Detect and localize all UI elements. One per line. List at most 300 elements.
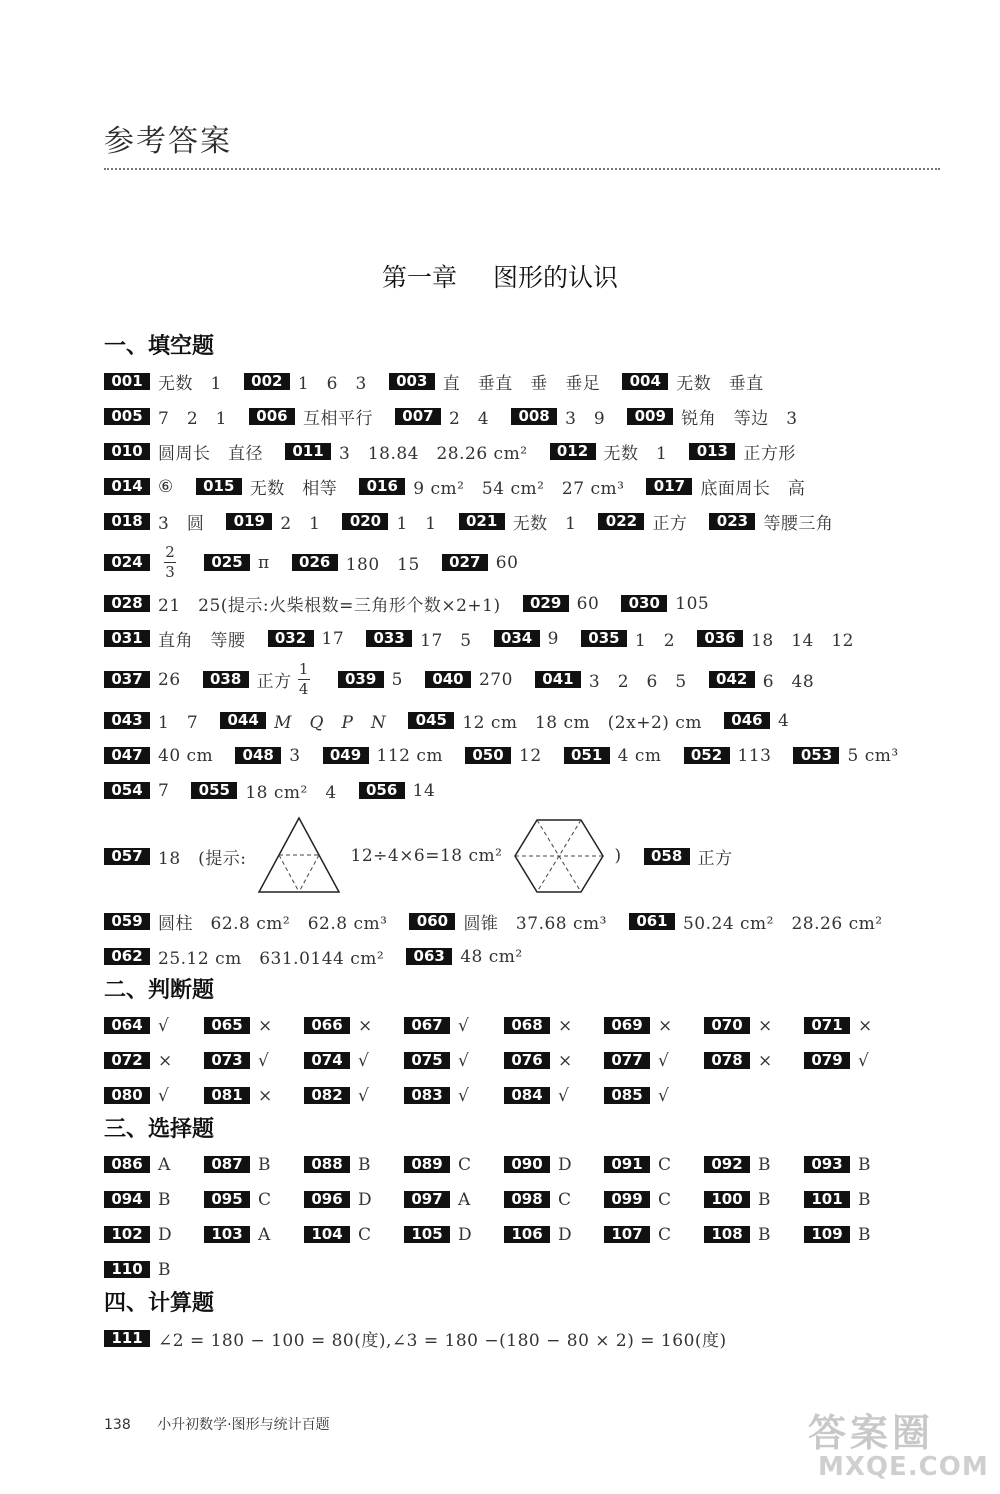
- answer-item: [704, 1016, 804, 1036]
- answer-row: [104, 1321, 940, 1356]
- answer-value: √: [458, 1015, 470, 1036]
- question-number: 110: [104, 1261, 150, 1278]
- answer-item: 017 底面周长 高: [646, 474, 805, 499]
- answer-value: D: [458, 1224, 473, 1245]
- question-number: 015: [196, 478, 242, 495]
- answer-item: 041 3 2 6 5: [535, 667, 687, 692]
- answer-item: 026 180 15: [292, 550, 420, 575]
- answer-item: 049 112 cm: [323, 746, 444, 766]
- answer-value: √: [358, 1050, 370, 1071]
- question-number: 009: [627, 408, 673, 425]
- answer-row: [104, 1147, 940, 1182]
- answer-value: C: [258, 1189, 272, 1210]
- answer-item: [404, 1016, 504, 1036]
- question-number: 069: [604, 1017, 650, 1034]
- answer-item: 007 2 4: [395, 404, 489, 429]
- question-number: 017: [646, 478, 692, 495]
- answer-row: [104, 434, 940, 469]
- answer-item: [104, 544, 182, 581]
- answer-item: 021 无数 1: [459, 509, 577, 534]
- question-number: 057: [104, 848, 150, 865]
- question-number: 087: [204, 1156, 250, 1173]
- answer-value: √: [658, 1085, 670, 1106]
- fraction: $\frac{2}{3}$: [165, 543, 175, 581]
- answer-item: 043 1 7: [104, 708, 198, 733]
- question-number: 076: [504, 1052, 550, 1069]
- answer-item: 036 18 14 12: [697, 626, 854, 651]
- section-calc-title: 四、计算题: [104, 1291, 215, 1316]
- section-fill-title: 一、填空题: [104, 334, 215, 359]
- answer-value: √: [458, 1050, 470, 1071]
- question-number: 035: [581, 630, 627, 647]
- answer-item: 005 7 2 1: [104, 404, 227, 429]
- answer-item: [504, 1190, 604, 1210]
- question-number: 052: [684, 747, 730, 764]
- answer-item: 014 ⑥: [104, 477, 174, 497]
- answer-item: 038 正方 $\frac{1}{4}$: [203, 661, 316, 698]
- answer-row: [104, 1217, 940, 1252]
- question-number: 104: [304, 1226, 350, 1243]
- answer-row: [104, 939, 940, 974]
- question-number: 095: [204, 1191, 250, 1208]
- answer-item: 058 正方: [644, 844, 733, 869]
- answer-item: [504, 1225, 604, 1245]
- question-number: 027: [442, 554, 488, 571]
- answer-item: 011 3 18.84 28.26 cm²: [285, 439, 528, 464]
- answer-item: [804, 1016, 904, 1036]
- answer-row: [104, 808, 940, 904]
- question-number: 008: [511, 408, 557, 425]
- answer-row: [104, 1078, 940, 1113]
- chapter-title: [0, 258, 1000, 294]
- question-number: 088: [304, 1156, 350, 1173]
- question-number: 093: [804, 1156, 850, 1173]
- answer-value: B: [758, 1189, 771, 1210]
- answer-item: [204, 1155, 304, 1175]
- answer-item: 040 270: [425, 670, 513, 690]
- answer-item: [704, 1051, 804, 1071]
- question-number: 023: [709, 513, 755, 530]
- question-number: 080: [104, 1087, 150, 1104]
- page-footer: [104, 1414, 330, 1434]
- answer-value: √: [358, 1085, 370, 1106]
- question-number: 053: [793, 747, 839, 764]
- answer-value: D: [558, 1224, 573, 1245]
- question-number: 026: [292, 554, 338, 571]
- answer-item: [304, 1155, 404, 1175]
- page-number: 138: [104, 1417, 131, 1433]
- question-number: 046: [724, 712, 770, 729]
- answer-item: [804, 1190, 904, 1210]
- answer-item: 030 105: [621, 594, 709, 614]
- answer-value: ×: [758, 1015, 773, 1036]
- answer-item: 060 圆锥 37.68 cm³: [409, 909, 607, 934]
- judge-answer-grid: [104, 1008, 940, 1113]
- answer-item: 004 无数 垂直: [622, 369, 764, 394]
- answer-value: B: [858, 1224, 871, 1245]
- chapter-name: 图形的认识: [492, 263, 618, 292]
- answer-item: 019 2 1: [226, 509, 320, 534]
- answer-item: 050 12: [465, 746, 542, 766]
- answer-value: √: [858, 1050, 870, 1071]
- answer-item: [704, 1155, 804, 1175]
- question-number: 089: [404, 1156, 450, 1173]
- answer-row: [104, 703, 940, 738]
- question-number: 096: [304, 1191, 350, 1208]
- answer-row: [104, 469, 940, 504]
- answer-item: 028 21 25(提示:火柴根数=三角形个数×2+1): [104, 591, 501, 616]
- fraction: $\frac{1}{4}$: [298, 660, 309, 698]
- question-number: 074: [304, 1052, 350, 1069]
- answer-item: [104, 1155, 204, 1175]
- question-number: 018: [104, 513, 150, 530]
- question-number: 103: [204, 1226, 250, 1243]
- question-number: 010: [104, 443, 150, 460]
- question-number: 024: [104, 554, 150, 571]
- question-number: 073: [204, 1052, 250, 1069]
- question-number: 111: [104, 1330, 150, 1347]
- answer-item: 010 圆周长 直径: [104, 439, 263, 464]
- question-number: 022: [598, 513, 644, 530]
- answer-item: 055 18 cm² 4: [191, 778, 336, 803]
- question-number: 003: [389, 373, 435, 390]
- question-number: 001: [104, 373, 150, 390]
- answer-value: ×: [758, 1050, 773, 1071]
- question-number: 063: [406, 948, 452, 965]
- question-number: 049: [323, 747, 369, 764]
- triangle-figure: [257, 816, 341, 896]
- answer-item: 059 圆柱 62.8 cm² 62.8 cm³: [104, 909, 387, 934]
- question-number: 041: [535, 671, 581, 688]
- answer-value: ×: [358, 1015, 373, 1036]
- answer-item: 006 互相平行: [249, 404, 373, 429]
- question-number: 109: [804, 1226, 850, 1243]
- question-number: 002: [244, 373, 290, 390]
- question-number: 060: [409, 913, 455, 930]
- question-number: 066: [304, 1017, 350, 1034]
- answer-item: 062 25.12 cm 631.0144 cm²: [104, 944, 384, 969]
- answer-item: 034 9: [494, 629, 559, 649]
- answer-item: [404, 1051, 504, 1071]
- answer-row: [104, 364, 940, 399]
- question-number: 021: [459, 513, 505, 530]
- question-number: 062: [104, 948, 150, 965]
- question-number: 090: [504, 1156, 550, 1173]
- answer-value: C: [658, 1224, 672, 1245]
- hexagon-figure: [513, 818, 605, 894]
- answer-value: √: [258, 1050, 270, 1071]
- question-number: 106: [504, 1226, 550, 1243]
- answer-row: [104, 504, 940, 539]
- choice-answer-grid: [104, 1147, 940, 1287]
- answer-item: [504, 1155, 604, 1175]
- question-number: 072: [104, 1052, 150, 1069]
- question-number: 044: [220, 712, 266, 729]
- answer-item: [204, 1016, 304, 1036]
- question-number: 005: [104, 408, 150, 425]
- question-number: 043: [104, 712, 150, 729]
- answer-item: 029 60: [523, 594, 600, 614]
- question-number: 011: [285, 443, 331, 460]
- answer-row: [104, 904, 940, 939]
- watermark-url: MXQE.COM: [818, 1452, 989, 1482]
- answer-value: B: [758, 1224, 771, 1245]
- question-number: 081: [204, 1087, 250, 1104]
- answer-item: 048 3: [235, 746, 300, 766]
- book-title: 小升初数学·图形与统计百题: [157, 1417, 330, 1433]
- answer-value: ×: [558, 1015, 573, 1036]
- answer-item: [204, 1051, 304, 1071]
- answer-item: [404, 1225, 504, 1245]
- answer-row: [104, 773, 940, 808]
- question-number: 045: [408, 712, 454, 729]
- question-number: 075: [404, 1052, 450, 1069]
- question-number: 067: [404, 1017, 450, 1034]
- answer-row: [104, 738, 940, 773]
- question-number: 108: [704, 1226, 750, 1243]
- question-number: 036: [697, 630, 743, 647]
- dotted-divider: [104, 168, 940, 170]
- answer-item: 025 π: [204, 553, 270, 573]
- question-number: 098: [504, 1191, 550, 1208]
- answer-item: 018 3 圆: [104, 509, 204, 534]
- answer-item: 039 5: [338, 670, 403, 690]
- section-choice-title: 三、选择题: [104, 1117, 215, 1142]
- question-number: 004: [622, 373, 668, 390]
- answer-item: 015 无数 相等: [196, 474, 338, 499]
- question-number: 100: [704, 1191, 750, 1208]
- question-number: 079: [804, 1052, 850, 1069]
- answer-item: 031 直角 等腰: [104, 626, 246, 651]
- answer-item: [104, 1260, 204, 1280]
- answer-item: 023 等腰三角: [709, 509, 833, 534]
- answer-item: [304, 1190, 404, 1210]
- question-number: 014: [104, 478, 150, 495]
- answer-item: 061 50.24 cm² 28.26 cm²: [629, 909, 883, 934]
- question-number: 094: [104, 1191, 150, 1208]
- answer-item: [504, 1016, 604, 1036]
- answer-row: [104, 399, 940, 434]
- answer-item: [604, 1190, 704, 1210]
- question-number: 084: [504, 1087, 550, 1104]
- answer-value: ×: [658, 1015, 673, 1036]
- answer-item: 056 14: [359, 781, 436, 801]
- question-number: 047: [104, 747, 150, 764]
- answer-item: 037 26: [104, 670, 181, 690]
- answer-item: [304, 1225, 404, 1245]
- answer-value: B: [758, 1154, 771, 1175]
- answer-row: [104, 539, 940, 586]
- question-number: 055: [191, 782, 237, 799]
- answer-row: [104, 656, 940, 703]
- section-judge-title: 二、判断题: [104, 978, 215, 1003]
- answer-row: [104, 1182, 940, 1217]
- question-number: 077: [604, 1052, 650, 1069]
- question-number: 029: [523, 595, 569, 612]
- answer-item: 027 60: [442, 553, 519, 573]
- question-number: 040: [425, 671, 471, 688]
- answer-item: [304, 1016, 404, 1036]
- answer-value: ×: [258, 1085, 273, 1106]
- question-number: 064: [104, 1017, 150, 1034]
- answer-item: 016 9 cm² 54 cm² 27 cm³: [359, 474, 624, 499]
- answer-value: √: [458, 1085, 470, 1106]
- answer-item: [704, 1190, 804, 1210]
- answer-value: B: [158, 1189, 171, 1210]
- answer-item: [104, 1051, 204, 1071]
- answer-item: [104, 1225, 204, 1245]
- question-number: 099: [604, 1191, 650, 1208]
- answer-item: 057 18 (提示: 12÷4×6=18 cm² ): [104, 816, 622, 896]
- question-number: 078: [704, 1052, 750, 1069]
- answer-item: [104, 1016, 204, 1036]
- question-number: 025: [204, 554, 250, 571]
- question-number: 085: [604, 1087, 650, 1104]
- answer-item: [604, 1155, 704, 1175]
- question-number: 068: [504, 1017, 550, 1034]
- question-number: 013: [689, 443, 735, 460]
- question-number: 048: [235, 747, 281, 764]
- question-number: 056: [359, 782, 405, 799]
- answer-item: [804, 1155, 904, 1175]
- question-number: 051: [564, 747, 610, 764]
- answer-item: 020 1 1: [342, 509, 436, 534]
- answer-item: [204, 1225, 304, 1245]
- answer-value: B: [858, 1189, 871, 1210]
- answer-value: A: [158, 1154, 171, 1175]
- answer-item: 045 12 cm 18 cm (2x+2) cm: [408, 708, 702, 733]
- answer-item: 012 无数 1: [550, 439, 668, 464]
- answer-value: D: [558, 1154, 573, 1175]
- answer-content: [104, 330, 940, 1356]
- answer-item: [504, 1086, 604, 1106]
- answer-value: √: [658, 1050, 670, 1071]
- question-number: 031: [104, 630, 150, 647]
- answer-value: √: [158, 1015, 170, 1036]
- answer-item: [404, 1086, 504, 1106]
- question-number: 037: [104, 671, 150, 688]
- answer-row: [104, 1043, 940, 1078]
- question-number: 082: [304, 1087, 350, 1104]
- answer-row: [104, 1252, 940, 1287]
- answer-item: 002 1 6 3: [244, 369, 367, 394]
- question-number: 091: [604, 1156, 650, 1173]
- answer-value: C: [358, 1224, 372, 1245]
- answer-value: C: [558, 1189, 572, 1210]
- answer-value: B: [358, 1154, 371, 1175]
- answer-item: 001 无数 1: [104, 369, 222, 394]
- question-number: 105: [404, 1226, 450, 1243]
- answer-item: 052 113: [684, 746, 772, 766]
- answer-row: [104, 586, 940, 621]
- question-number: 054: [104, 782, 150, 799]
- question-number: 016: [359, 478, 405, 495]
- question-number: 061: [629, 913, 675, 930]
- answer-item: 046 4: [724, 711, 789, 731]
- answer-value: A: [258, 1224, 271, 1245]
- answer-item: 008 3 9: [511, 404, 605, 429]
- answer-item: [604, 1225, 704, 1245]
- question-number: 058: [644, 848, 690, 865]
- answer-item: 035 1 2: [581, 626, 675, 651]
- question-number: 086: [104, 1156, 150, 1173]
- question-number: 006: [249, 408, 295, 425]
- question-number: 007: [395, 408, 441, 425]
- question-number: 028: [104, 595, 150, 612]
- question-number: 071: [804, 1017, 850, 1034]
- answer-item: 032 17: [268, 629, 345, 649]
- answer-item: [504, 1051, 604, 1071]
- answer-value: C: [658, 1154, 672, 1175]
- answer-item: 044 M Q P N: [220, 708, 386, 733]
- answer-item: 111 ∠2 = 180 − 100 = 80(度),∠3 = 180 −(180 − 80 × 2) = 160(度): [104, 1326, 727, 1351]
- answer-item: [304, 1086, 404, 1106]
- answer-value: ×: [858, 1015, 873, 1036]
- answer-value: ×: [558, 1050, 573, 1071]
- answer-item: [704, 1225, 804, 1245]
- answer-value: D: [358, 1189, 373, 1210]
- answer-value: D: [158, 1224, 173, 1245]
- chapter-label: 第一章: [382, 263, 458, 292]
- answer-value: √: [158, 1085, 170, 1106]
- answer-row: [104, 621, 940, 656]
- answer-value: B: [858, 1154, 871, 1175]
- answer-value: C: [458, 1154, 472, 1175]
- question-number: 032: [268, 630, 314, 647]
- answer-item: [104, 1086, 204, 1106]
- question-number: 065: [204, 1017, 250, 1034]
- question-number: 033: [366, 630, 412, 647]
- answer-item: 013 正方形: [689, 439, 796, 464]
- question-number: 102: [104, 1226, 150, 1243]
- answer-value: A: [458, 1189, 471, 1210]
- question-number: 038: [203, 671, 249, 688]
- question-number: 101: [804, 1191, 850, 1208]
- question-number: 030: [621, 595, 667, 612]
- answer-item: 047 40 cm: [104, 746, 213, 766]
- answer-item: [804, 1051, 904, 1071]
- question-number: 083: [404, 1087, 450, 1104]
- answer-item: 051 4 cm: [564, 746, 662, 766]
- question-number: 020: [342, 513, 388, 530]
- answer-item: [404, 1155, 504, 1175]
- answer-item: [604, 1051, 704, 1071]
- question-number: 107: [604, 1226, 650, 1243]
- question-number: 050: [465, 747, 511, 764]
- answer-item: [104, 1190, 204, 1210]
- question-number: 070: [704, 1017, 750, 1034]
- answer-row: [104, 1008, 940, 1043]
- question-number: 012: [550, 443, 596, 460]
- answer-item: 003 直 垂直 垂 垂足: [389, 369, 601, 394]
- answer-item: 033 17 5: [366, 626, 471, 651]
- answer-value: ×: [158, 1050, 173, 1071]
- question-number: 039: [338, 671, 384, 688]
- question-number: 059: [104, 913, 150, 930]
- answer-value: ×: [258, 1015, 273, 1036]
- answer-item: 042 6 48: [709, 667, 814, 692]
- answer-value: C: [658, 1189, 672, 1210]
- answer-item: [204, 1190, 304, 1210]
- answer-item: 063 48 cm²: [406, 947, 523, 967]
- question-number: 092: [704, 1156, 750, 1173]
- answer-value: B: [158, 1259, 171, 1280]
- answer-item: [604, 1086, 704, 1106]
- page-heading: 参考答案: [104, 124, 232, 159]
- question-number: 042: [709, 671, 755, 688]
- watermark-logo: 答案圈: [808, 1411, 935, 1455]
- question-number: 097: [404, 1191, 450, 1208]
